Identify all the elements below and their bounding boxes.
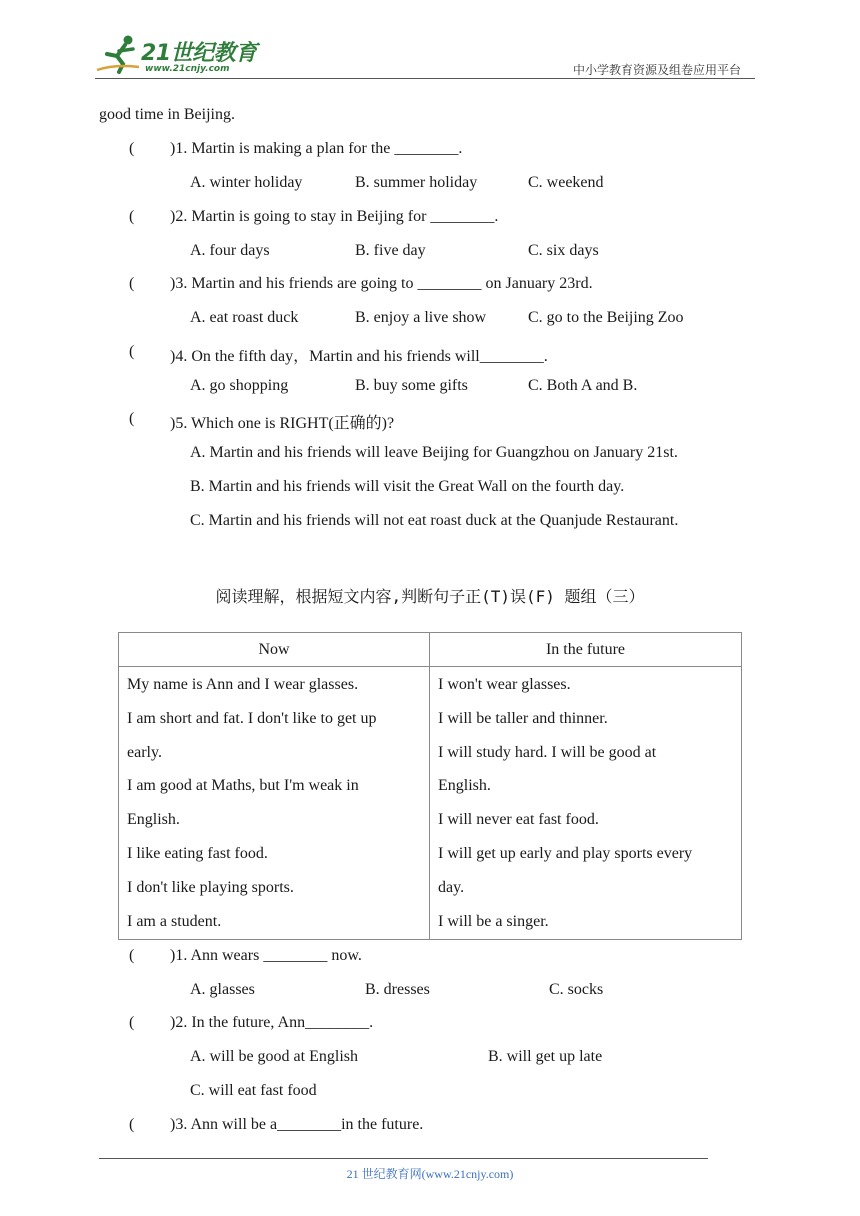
- comparison-table: [118, 632, 742, 940]
- option-c: C. weekend: [528, 174, 604, 191]
- answer-blank[interactable]: (: [129, 275, 135, 292]
- cell-line: I won't wear glasses.: [438, 676, 571, 693]
- option-a: A. winter holiday: [190, 174, 303, 191]
- option-b: B. will get up late: [488, 1048, 603, 1065]
- option-a: A. Martin and his friends will leave Beijing for Guangzhou on January 21st.: [190, 444, 678, 461]
- logo-brand-text: 21世纪教育: [141, 41, 257, 66]
- cell-line: English.: [127, 811, 180, 829]
- table-row: [119, 667, 742, 940]
- option-b: B. enjoy a live show: [355, 309, 487, 326]
- cell-line: I will be a singer.: [438, 912, 549, 930]
- question-stem: )3. Ann will be a________in the future.: [170, 1116, 424, 1133]
- answer-blank[interactable]: (: [129, 947, 135, 964]
- cell-line: I am short and fat. I don't like to get up: [127, 709, 377, 727]
- cell-line: I will be taller and thinner.: [438, 709, 608, 727]
- question-stem: )2. In the future, Ann________.: [170, 1014, 374, 1031]
- question-stem: )5. Which one is RIGHT(正确的)?: [170, 415, 395, 432]
- option-a: A. go shopping: [190, 377, 289, 394]
- answer-blank[interactable]: (: [129, 343, 135, 360]
- question-stem: )2. Martin is going to stay in Beijing for ________.: [170, 208, 499, 225]
- cell-line: day.: [438, 878, 465, 896]
- column-header-now: Now: [119, 633, 430, 667]
- option-c: C. socks: [549, 981, 604, 998]
- answer-blank[interactable]: (: [129, 208, 135, 225]
- logo-url-text: www.21cnjy.com: [145, 64, 230, 74]
- table-header-row: [119, 633, 742, 667]
- cell-line: I am a student.: [127, 912, 222, 930]
- answer-blank[interactable]: (: [129, 140, 135, 157]
- question-stem: )3. Martin and his friends are going to ________ on January 23rd.: [170, 275, 593, 292]
- column-header-future: In the future: [430, 633, 742, 667]
- cell-line: I will never eat fast food.: [438, 811, 599, 829]
- option-b: B. Martin and his friends will visit the Great Wall on the fourth day.: [190, 478, 625, 495]
- cell-line: I am good at Maths, but I'm weak in: [127, 777, 359, 795]
- question-stem: )1. Martin is making a plan for the ________.: [170, 140, 463, 157]
- option-b: B. dresses: [365, 981, 430, 998]
- option-a: A. four days: [190, 242, 270, 259]
- footer-link[interactable]: 21 世纪教育网(www.21cnjy.com): [346, 1167, 514, 1181]
- option-a: A. eat roast duck: [190, 309, 299, 326]
- cell-line: early.: [127, 743, 162, 761]
- cell-line: I will study hard. I will be good at: [438, 743, 657, 761]
- runner-logo-icon: [95, 34, 143, 74]
- section-title: 阅读理解，根据短文内容,判断句子正(T)误(F) 题组（三）: [215, 587, 645, 606]
- question-stem: )1. Ann wears ________ now.: [170, 947, 362, 964]
- cell-line: I don't like playing sports.: [127, 878, 294, 896]
- option-c: C. Both A and B.: [528, 377, 638, 394]
- footer-rule: [99, 1158, 708, 1159]
- cell-line: I will get up early and play sports every: [438, 844, 693, 862]
- cell-line: English.: [438, 777, 491, 795]
- option-b: B. buy some gifts: [355, 377, 468, 394]
- passage-fragment: good time in Beijing.: [99, 106, 235, 123]
- future-cell: [430, 667, 742, 940]
- option-a: A. glasses: [190, 981, 255, 998]
- option-b: B. summer holiday: [355, 174, 478, 191]
- option-c: C. go to the Beijing Zoo: [528, 309, 684, 326]
- question-stem: )4. On the fifth day，Martin and his friends will________.: [170, 348, 548, 365]
- option-c: C. will eat fast food: [190, 1082, 317, 1099]
- option-c: C. Martin and his friends will not eat roast duck at the Quanjude Restaurant.: [190, 512, 679, 529]
- option-c: C. six days: [528, 242, 599, 259]
- option-b: B. five day: [355, 242, 426, 259]
- answer-blank[interactable]: (: [129, 410, 135, 427]
- platform-tagline: 中小学教育资源及组卷应用平台: [573, 63, 742, 77]
- now-cell: [119, 667, 430, 940]
- cell-line: My name is Ann and I wear glasses.: [127, 676, 359, 693]
- answer-blank[interactable]: (: [129, 1116, 135, 1133]
- header-rule: [95, 78, 755, 79]
- option-a: A. will be good at English: [190, 1048, 358, 1065]
- answer-blank[interactable]: (: [129, 1014, 135, 1031]
- site-logo[interactable]: [95, 34, 265, 78]
- cell-line: I like eating fast food.: [127, 844, 268, 862]
